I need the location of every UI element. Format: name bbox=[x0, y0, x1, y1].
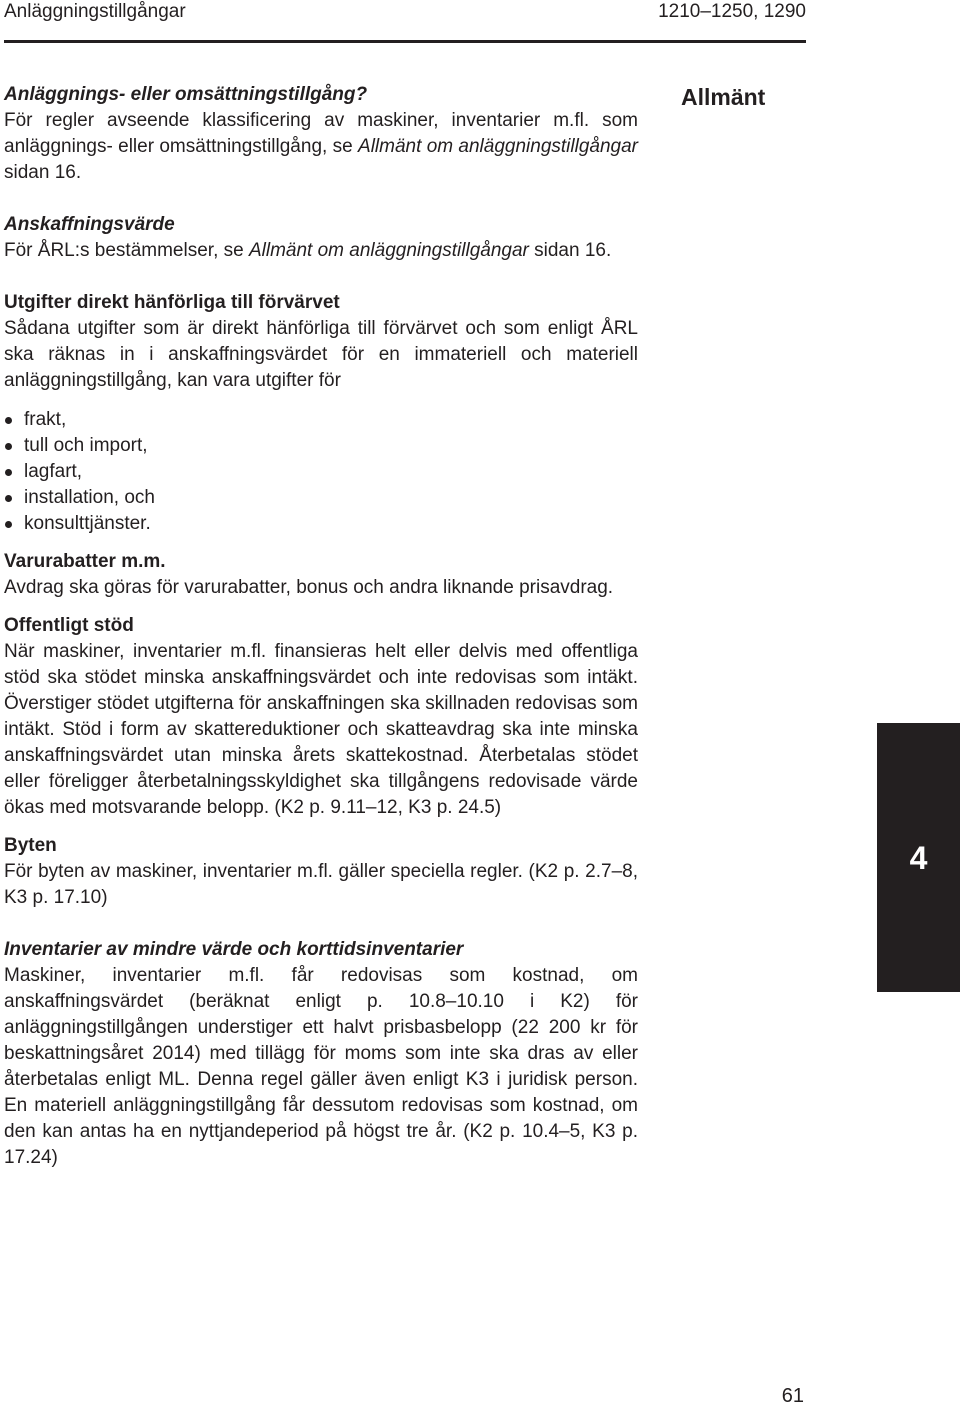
section-paragraph bbox=[4, 108, 638, 186]
section-heading: Varurabatter m.m. bbox=[4, 551, 166, 572]
section-heading: Anläggnings- eller omsättningstillgång? bbox=[4, 84, 368, 105]
list-item: tull och import, bbox=[4, 433, 638, 459]
section-heading: Inventarier av mindre värde och korttidsinventarier bbox=[4, 939, 464, 960]
section-discounts bbox=[4, 549, 638, 601]
header-section-numbers: 1210–1250, 1290 bbox=[658, 1, 806, 22]
section-paragraph: För byten av maskiner, inventarier m.fl. gäller speciella regler. (K2 p. 2.7–8, K3 p. 17.10) bbox=[4, 861, 638, 908]
section-exchanges bbox=[4, 833, 638, 911]
cross-reference: Allmänt om anläggningstillgångar bbox=[248, 240, 529, 261]
section-heading: Anskaffningsvärde bbox=[4, 214, 175, 235]
list-item: lagfart, bbox=[4, 459, 638, 485]
section-heading: Offentligt stöd bbox=[4, 615, 134, 636]
chapter-tab bbox=[877, 723, 960, 992]
header-title: Anläggningstillgångar bbox=[4, 1, 186, 22]
paragraph-text: För regler avseende klassificering av maskiner, inventarier m.fl. som anläggnings- eller omsättningstillgång, se bbox=[4, 110, 638, 157]
section-paragraph: Avdrag ska göras för varurabatter, bonus och andra liknande prisavdrag. bbox=[4, 577, 614, 598]
section-heading: Utgifter direkt hänförliga till förvärvet bbox=[4, 292, 340, 313]
paragraph-text: För ÅRL:s bestämmelser, se bbox=[4, 240, 249, 261]
section-public-support bbox=[4, 613, 638, 821]
section-heading: Byten bbox=[4, 835, 57, 856]
section-acquisition-value bbox=[4, 212, 638, 264]
section-paragraph: Maskiner, inventarier m.fl. får redovisas som kostnad, om anskaffningsvärdet (beräknat enligt p. 10.8–10.10 i K2) för anläggningstillgången understiger ett halvt prisbasbelopp (22 200 kr för beskattningsåret 2014) med tillägg för moms som inte ska dras av eller återbetalas enligt ML. Denna regel gäller även enligt K3 i juridisk person. En materiell anläggningstillgång får dessutom redovisas som kostnad, om den kan antas ha en nyttjandeperiod på högst tre år. (K2 p. 10.4–5, K3 p. 17.24) bbox=[4, 965, 638, 1168]
cost-list bbox=[4, 407, 638, 537]
main-content bbox=[4, 82, 638, 1171]
running-header bbox=[4, 0, 806, 24]
side-label: Allmänt bbox=[681, 84, 766, 110]
header-divider bbox=[4, 40, 806, 43]
section-paragraph: När maskiner, inventarier m.fl. finansieras helt eller delvis med offentliga stöd ska stödet minska anskaffningsvärdet och inte redovisas som intäkt. Överstiger stödet utgifterna för anskaffningen ska skillnaden redovisas som intäkt. Stöd i form av skattereduktioner och skatteavdrag ska inte minska anskaffningsvärdet utan minska årets skattekostnad. Återbetalas stödet eller föreligger återbetalningsskyldighet ska tillgångens redovisade värde ökas med motsvarande belopp. (K2 p. 9.11–12, K3 p. 24.5) bbox=[4, 641, 638, 818]
section-direct-costs bbox=[4, 290, 638, 537]
paragraph-text: sidan 16. bbox=[528, 240, 612, 261]
paragraph-text: sidan 16. bbox=[4, 162, 82, 183]
chapter-number: 4 bbox=[909, 840, 928, 876]
cross-reference: Allmänt om anläggningstillgångar bbox=[358, 136, 638, 157]
section-low-value-assets bbox=[4, 937, 638, 1171]
page-number: 61 bbox=[781, 1385, 804, 1407]
list-item: konsulttjänster. bbox=[4, 511, 638, 537]
section-paragraph: Sådana utgifter som är direkt hänförliga till förvärvet och som enligt ÅRL ska räknas in i anskaffningsvärdet för en immateriell och materiell anläggningstillgång, kan vara utgifter för bbox=[4, 318, 638, 391]
list-item: frakt, bbox=[4, 407, 638, 433]
section-paragraph bbox=[4, 238, 638, 264]
list-item: installation, och bbox=[4, 485, 638, 511]
section-classification bbox=[4, 82, 638, 186]
